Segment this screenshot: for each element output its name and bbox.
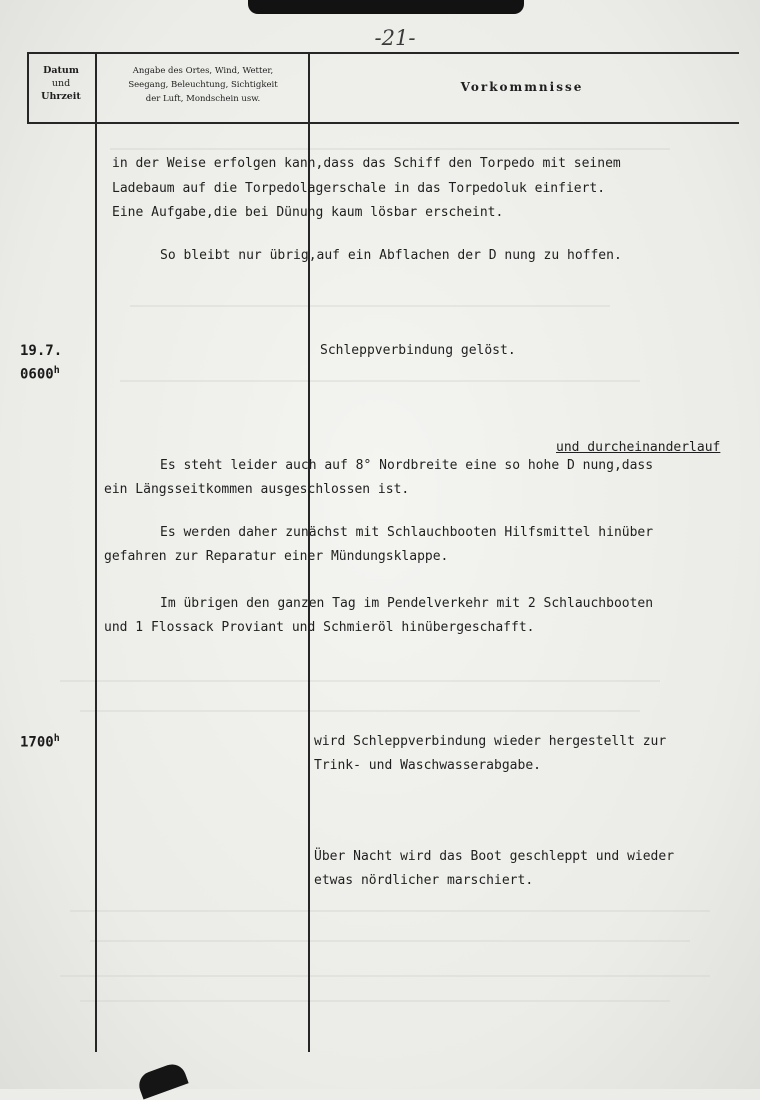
entry-time: 0600$^h$ xyxy=(20,365,60,383)
header-place-column: Angabe des Ortes, Wind, Wetter, Seegang, Beleuchtung, Sichtigkeit der Luft, Mondschein usw. xyxy=(128,66,278,104)
entry-date: 19.7. xyxy=(20,343,63,359)
text-line: in der Weise erfolgen kann,dass das Schiff den Torpedo mit seinem xyxy=(112,156,621,171)
event-text: Trink- und Waschwasserabgabe. xyxy=(314,758,541,773)
event-text: Schleppverbindung gelöst. xyxy=(320,343,516,358)
bleed-through-trace xyxy=(130,305,610,307)
table-top-rule xyxy=(27,52,739,54)
text-line: und 1 Flossack Proviant und Schmieröl hinübergeschafft. xyxy=(104,620,535,635)
text-line: So bleibt nur übrig,auf ein Abflachen der D nung zu hoffen. xyxy=(160,248,622,263)
text-line: gefahren zur Reparatur einer Mündungsklappe. xyxy=(104,549,449,564)
entry-time: 1700$^h$ xyxy=(20,733,60,751)
bleed-through-trace xyxy=(80,710,640,712)
table-header-rule xyxy=(27,122,739,124)
event-text: etwas nördlicher marschiert. xyxy=(314,873,534,888)
header-events-column: Vorkommnisse xyxy=(460,80,584,94)
bleed-through-trace xyxy=(110,148,670,150)
inserted-text: und durcheinanderlauf xyxy=(556,440,721,455)
text-line: Ladebaum auf die Torpedolagerschale in das Torpedoluk einfiert. xyxy=(112,181,606,196)
bleed-through-trace xyxy=(90,940,690,942)
text-line: Im übrigen den ganzen Tag im Pendelverkehr mit 2 Schlauchbooten xyxy=(160,596,654,611)
column-divider-date xyxy=(95,52,97,1052)
header-date-column: Datum und Uhrzeit xyxy=(41,65,81,102)
event-text: wird Schleppverbindung wieder hergestellt zur xyxy=(314,734,667,749)
scan-edge-mark xyxy=(135,1061,188,1100)
text-line: Eine Aufgabe,die bei Dünung kaum lösbar erscheint. xyxy=(112,205,504,220)
bleed-through-trace xyxy=(60,975,710,977)
bleed-through-trace xyxy=(70,910,710,912)
bleed-through-trace xyxy=(60,680,660,682)
event-text: Über Nacht wird das Boot geschleppt und wieder xyxy=(314,849,675,864)
binder-clip xyxy=(248,0,524,14)
bleed-through-trace xyxy=(120,380,640,382)
text-line: Es werden daher zunächst mit Schlauchbooten Hilfsmittel hinüber xyxy=(160,525,654,540)
page-number: -21- xyxy=(374,26,416,50)
bleed-through-trace xyxy=(80,1000,670,1002)
text-line: Es steht leider auch auf 8° Nordbreite eine so hohe D nung,dass xyxy=(160,458,654,473)
text-line: ein Längsseitkommen ausgeschlossen ist. xyxy=(104,482,410,497)
